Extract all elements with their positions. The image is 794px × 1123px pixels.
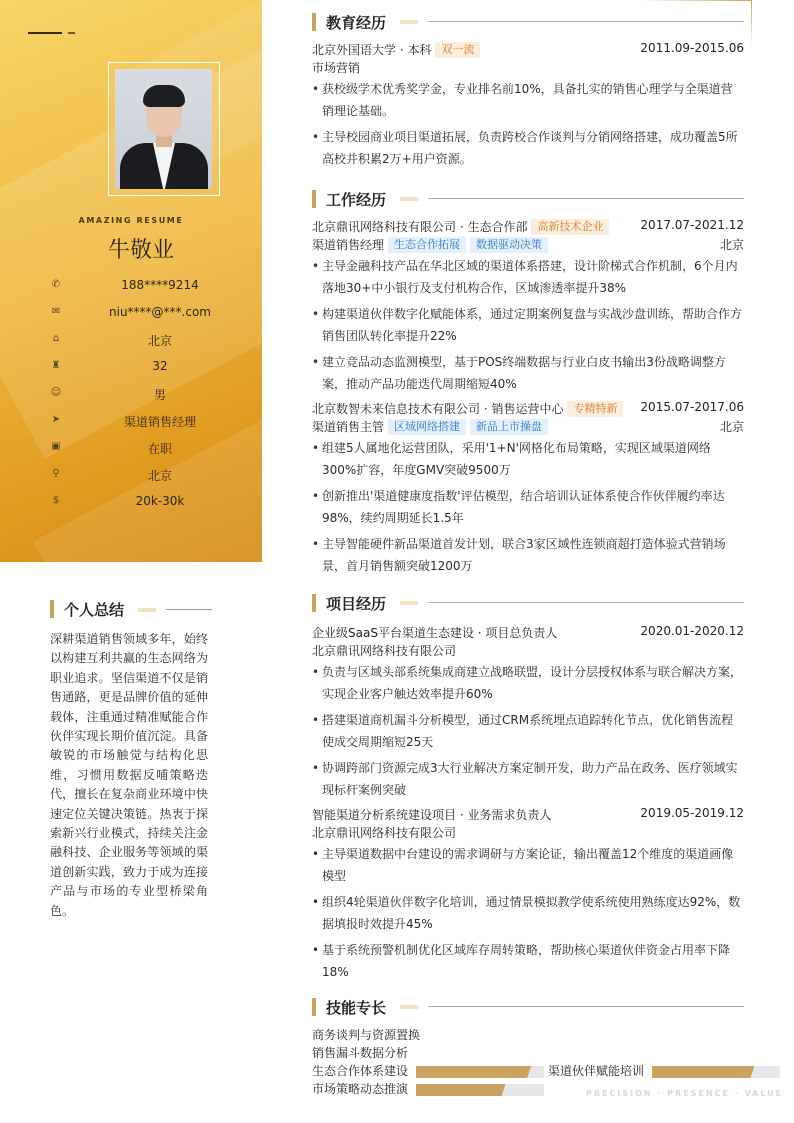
skills-heading bbox=[312, 997, 744, 1017]
education-entry bbox=[312, 40, 744, 58]
project-date: 2020.01-2020.12 bbox=[640, 624, 744, 638]
work-title: 工作经历 bbox=[326, 191, 387, 209]
target-job-icon: ➤ bbox=[51, 414, 61, 425]
project-list bbox=[312, 623, 744, 983]
job-list bbox=[312, 217, 744, 577]
bullet-item: • 主导智能硬件新品渠道首发计划，联合3家区域性连锁商超打造体验式营销场景，首月销售额突破1200万 bbox=[312, 533, 744, 577]
projects-title: 项目经历 bbox=[326, 595, 387, 613]
info-text: 男 bbox=[153, 388, 166, 402]
work-section bbox=[312, 189, 744, 581]
heading-divider bbox=[428, 1006, 744, 1007]
projects-section bbox=[312, 593, 744, 987]
skill-name: 市场策略动态推演 bbox=[312, 1082, 409, 1096]
info-text: 188****9214 bbox=[121, 278, 199, 292]
section-bar bbox=[312, 13, 316, 31]
section-bar bbox=[312, 594, 316, 612]
education-title: 教育经历 bbox=[326, 14, 387, 32]
status-icon: ▣ bbox=[51, 441, 61, 452]
bullet-item: • 搭建渠道商机漏斗分析模型，通过CRM系统埋点追踪转化节点，优化销售流程使成交周期缩短25天 bbox=[312, 709, 744, 753]
email-icon: ✉ bbox=[51, 306, 61, 317]
salary-icon: $ bbox=[52, 495, 60, 506]
summary-heading: 个人总结 bbox=[64, 601, 125, 619]
info-row bbox=[48, 412, 248, 430]
job-location: 北京 bbox=[719, 420, 744, 434]
info-row bbox=[48, 358, 248, 376]
skill-name: 渠道伙伴赋能培训 bbox=[548, 1064, 645, 1078]
gender-icon: ☺ bbox=[50, 387, 62, 398]
job-bullets bbox=[312, 255, 744, 395]
footer-watermark: PRECISION · PRESENCE · VALUE bbox=[586, 1089, 784, 1098]
info-text: 北京 bbox=[147, 469, 172, 483]
location-icon: ⚲ bbox=[52, 468, 60, 479]
bullet-item: • 组织4轮渠道伙伴数字化培训，通过情景模拟教学使系统使用熟练度达92%，数据填报时效提升45% bbox=[312, 891, 744, 935]
project-entry bbox=[312, 805, 744, 983]
info-text: niu****@***.com bbox=[109, 305, 211, 319]
company-name: 北京鼎讯网络科技有限公司 · 生态合作部 bbox=[312, 220, 528, 234]
role-row bbox=[312, 235, 744, 253]
heading-divider bbox=[428, 602, 744, 603]
job-date: 2017.07-2021.12 bbox=[640, 218, 744, 232]
heading-decor bbox=[400, 601, 418, 605]
heading-decor bbox=[400, 20, 418, 24]
project-org-row bbox=[312, 641, 744, 659]
role-tag: 数据驱动决策 bbox=[470, 237, 548, 253]
company-tag: 高新技术企业 bbox=[531, 219, 609, 235]
job-location: 北京 bbox=[719, 238, 744, 252]
major-row bbox=[312, 58, 744, 76]
info-text: 北京 bbox=[147, 334, 172, 348]
age-icon: ♜ bbox=[51, 360, 61, 371]
role-title: 渠道销售主管 bbox=[312, 420, 385, 434]
job-header bbox=[312, 399, 744, 417]
company-tag: 专精特新 bbox=[567, 401, 623, 417]
project-org-row bbox=[312, 823, 744, 841]
role bbox=[312, 236, 548, 253]
resume-tagline: AMAZING RESUME bbox=[78, 216, 184, 225]
info-row bbox=[48, 277, 248, 295]
heading-decor bbox=[138, 608, 156, 612]
education-section bbox=[312, 12, 744, 174]
info-row bbox=[48, 493, 248, 511]
skills-title: 技能专长 bbox=[326, 999, 387, 1017]
projects-heading bbox=[312, 593, 744, 613]
bullet-item: • 主导校园商业项目渠道拓展，负责跨校合作谈判与分销网络搭建，成功覆盖5所高校并积累2万+用户资源。 bbox=[312, 126, 744, 170]
heading-divider bbox=[428, 198, 744, 199]
bullet-item: • 创新推出'渠道健康度指数'评估模型，结合培训认证体系使合作伙伴履约率达98%，续约周期延长1.5年 bbox=[312, 485, 744, 529]
education-heading bbox=[312, 12, 744, 32]
project-name: 企业级SaaS平台渠道生态建设 · 项目总负责人 bbox=[312, 626, 558, 640]
project-entry bbox=[312, 623, 744, 801]
info-text: 20k-30k bbox=[135, 494, 185, 508]
role-tag: 新品上市操盘 bbox=[470, 419, 548, 435]
school-name: 北京外国语大学 · 本科 bbox=[312, 43, 432, 57]
project-org: 北京鼎讯网络科技有限公司 bbox=[312, 644, 457, 658]
company bbox=[312, 400, 623, 417]
project-bullets bbox=[312, 661, 744, 801]
summary-text: 深耕渠道销售领域多年，始终以构建互利共赢的生态网络为职业追求。坚信渠道不仅是销售通路，更是品牌价值的延伸载体，注重通过精准赋能合作伙伴实现长期价值沉淀。具备敏锐的市场触觉与结构化思维，习惯用数据反哺策略迭代，擅长在复杂商业环境中快速定位关键决策链。热衷于探索新兴行业模式，持续关注金融科技、企业服务等领域的渠道创新实践，致力于成为连接产品与市场的专业型桥梁角色。 bbox=[50, 632, 208, 918]
section-bar bbox=[312, 190, 316, 208]
skill-item: 商务谈判与资源置换 bbox=[312, 1028, 421, 1042]
project-header bbox=[312, 623, 744, 641]
info-row bbox=[48, 439, 248, 457]
skill-bar bbox=[652, 1066, 780, 1078]
bullet-item: • 构建渠道伙伴数字化赋能体系，通过定期案例复盘与实战沙盘训练，帮助合作方销售团队转化率提升22% bbox=[312, 303, 744, 347]
bullet-item: • 主导金融科技产品在华北区域的渠道体系搭建，设计阶梯式合作机制，6个月内落地30+中小银行及支付机构合作，区域渗透率提升38% bbox=[312, 255, 744, 299]
skills-section bbox=[312, 997, 744, 1098]
major: 市场营销 bbox=[312, 61, 361, 75]
phone-icon: ✆ bbox=[51, 279, 61, 290]
bullet-item: • 负责与区域头部系统集成商建立战略联盟，设计分层授权体系与联合解决方案，实现企业客户触达效率提升60% bbox=[312, 661, 744, 705]
avatar-hair bbox=[143, 85, 185, 107]
info-text: 32 bbox=[152, 359, 168, 373]
skill-bar bbox=[416, 1066, 544, 1078]
bullet-item: • 主导渠道数据中台建设的需求调研与方案论证，输出覆盖12个维度的渠道画像模型 bbox=[312, 843, 744, 887]
section-bar bbox=[50, 600, 54, 618]
skill-rating-row bbox=[312, 1062, 744, 1080]
bullet-item: • 获校级学术优秀奖学金，专业排名前10%，具备扎实的销售心理学与全渠道营销理论基础。 bbox=[312, 78, 744, 122]
bullet-item: • 建立竞品动态监测模型，基于POS终端数据与行业白皮书输出3份战略调整方案，推动产品功能迭代周期缩短40% bbox=[312, 351, 744, 395]
work-heading bbox=[312, 189, 744, 209]
info-row bbox=[48, 466, 248, 484]
skill-fill bbox=[416, 1066, 531, 1078]
job-date: 2015.07-2017.06 bbox=[640, 400, 744, 414]
candidate-name: 牛敬业 bbox=[107, 238, 174, 263]
heading-divider bbox=[428, 21, 744, 22]
info-text: 在职 bbox=[147, 442, 172, 456]
section-bar bbox=[312, 998, 316, 1016]
job-bullets bbox=[312, 437, 744, 577]
job-entry bbox=[312, 399, 744, 577]
role-tag: 区域网络搭建 bbox=[388, 419, 466, 435]
skill-item: 销售漏斗数据分析 bbox=[312, 1046, 409, 1060]
decor-line bbox=[28, 32, 62, 34]
home-icon: ⌂ bbox=[52, 333, 60, 344]
info-row bbox=[48, 331, 248, 349]
project-date: 2019.05-2019.12 bbox=[640, 806, 744, 820]
avatar bbox=[115, 69, 212, 189]
info-text: 渠道销售经理 bbox=[123, 415, 196, 429]
skill-name: 生态合作体系建设 bbox=[312, 1064, 409, 1078]
corner-decor bbox=[640, 0, 752, 1]
heading-divider bbox=[166, 609, 212, 610]
education-date: 2011.09-2015.06 bbox=[640, 41, 744, 55]
education-bullets bbox=[312, 78, 744, 170]
project-bullets bbox=[312, 843, 744, 983]
company bbox=[312, 218, 609, 235]
school-tag: 双一流 bbox=[435, 42, 480, 58]
role-title: 渠道销售经理 bbox=[312, 238, 385, 252]
heading-decor bbox=[400, 1005, 418, 1009]
job-header bbox=[312, 217, 744, 235]
skill-fill bbox=[652, 1066, 754, 1078]
role-tag: 生态合作拓展 bbox=[388, 237, 466, 253]
skill-bar bbox=[416, 1084, 544, 1096]
decor-line bbox=[68, 32, 75, 34]
skill-fill bbox=[416, 1084, 506, 1096]
project-header bbox=[312, 805, 744, 823]
job-entry bbox=[312, 217, 744, 395]
info-row bbox=[48, 385, 248, 403]
bullet-item: • 基于系统预警机制优化区域库存周转策略，帮助核心渠道伙伴资金占用率下降18% bbox=[312, 939, 744, 983]
project-org: 北京鼎讯网络科技有限公司 bbox=[312, 826, 457, 840]
bullet-item: • 协调跨部门资源完成3大行业解决方案定制开发，助力产品在政务、医疗领域实现标杆案例突破 bbox=[312, 757, 744, 801]
bullet-item: • 组建5人属地化运营团队，采用'1+N'网格化布局策略，实现区域渠道网络300%扩容，年度GMV突破9500万 bbox=[312, 437, 744, 481]
heading-decor bbox=[400, 197, 418, 201]
corner-decor bbox=[751, 0, 752, 48]
role bbox=[312, 418, 548, 435]
role-row bbox=[312, 417, 744, 435]
project-name: 智能渠道分析系统建设项目 · 业务需求负责人 bbox=[312, 808, 552, 822]
company-name: 北京数智未来信息技术有限公司 · 销售运营中心 bbox=[312, 402, 564, 416]
info-row bbox=[48, 304, 248, 322]
